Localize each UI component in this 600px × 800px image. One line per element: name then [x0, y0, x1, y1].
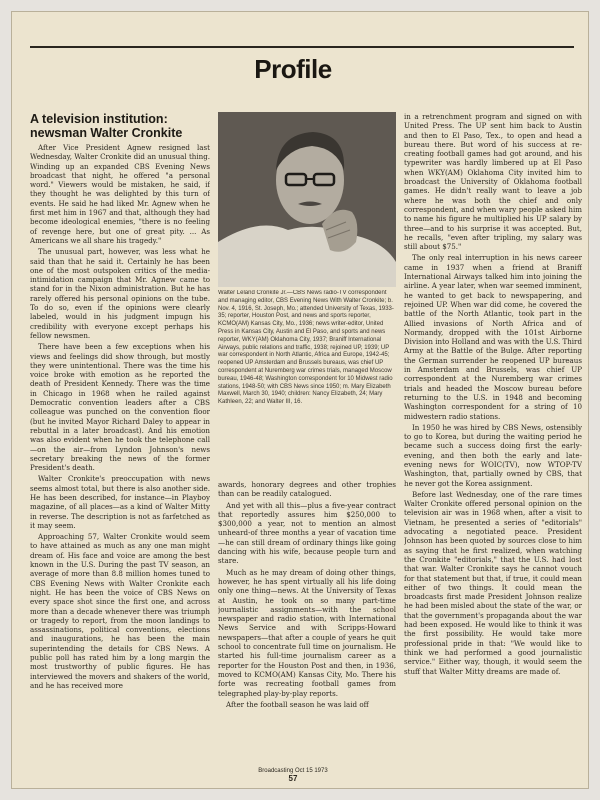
magazine-page [12, 12, 588, 788]
paragraph: After Vice President Agnew resigned last Wednesday, Walter Cronkite did an unusual thing. Winding up an expanded CBS Evening News broadcast that night, he offered "a personal word." Viewers would be mistaken, he said, if they thought he was delighted by this turn of events. He said he had liked Mr. Agnew when he first met him in 1967 and that, although they had become ideological enemies, "there is no feeling of revenge here, but one of great pity. ... As Americans we all share his tragedy." [30, 143, 210, 245]
article-column-1 [30, 143, 210, 783]
portrait-photo [218, 112, 396, 287]
paragraph: Walter Cronkite's preoccupation with news seems almost total, but there is also another side. He has been described, for instance—in Playboy magazine, of all places—as a kind of Walter Mitty in reverse. The description is not as farfetched as it may seem. [30, 474, 210, 530]
publication-line: Broadcasting Oct 15 1973 [258, 768, 328, 774]
paragraph: Much as he may dream of doing other things, however, he has spent virtually all his life doing only one thing—news. At the University of Texas at Austin, he took on so many part-time journalistic assignments—with the school newspaper and radio station, with International News Service and with Scripps-Howard newspapers—that after a couple of years he quit school to concentrate full time on journalism. He started his full-time journalism career as a reporter for the Houston Post and then, in 1936, moved to KCMO(AM) Kansas City, Mo. There his forte was recreating football games from telegraphed play-by-play reports. [218, 567, 396, 698]
paragraph: And yet with all this—plus a five-year contract that reportedly assures him $250,000 to $300,000 a year, not to mention an almost unheard-of three months a year of vacation time—he can still dream of ordinary things like going dancing with his wife, because people turn and stare. [218, 500, 396, 566]
page-footer [12, 768, 574, 782]
paragraph: Before last Wednesday, one of the rare times Walter Cronkite offered personal opinion on the television air was in 1968 when, after a visit to Vietnam, he presented a series of "editorials" advocating a negotiated peace. President Johnson has been quoted by sources close to him as saying that he first realized, when watching the Cronkite "editorials," that the U.S. had lost that war. Walter Cronkite says he cannot vouch for that statement but that, if true, it could mean either of two things. It could mean the broadcasts first made President Johnson realize he had been misled about the state of the war, or that the government's propaganda about the war had been exposed. He would like to think it was the first possibility. He would take more professional pride in that: "We would like to think we had performed a good journalistic service." Either way, though, it would seem the stuff that Walter Mitty dreams are made of. [404, 489, 582, 676]
article-column-2 [218, 480, 396, 786]
article-column-3 [404, 112, 582, 784]
article-headline: A television institution: newsman Walter Cronkite [30, 112, 183, 140]
cronkite-portrait-image [218, 112, 396, 287]
paragraph: After the football season he was laid off [226, 699, 369, 709]
paragraph: The unusual part, however, was less what he said than that he said it. Certainly he has been one of the most outspoken critics of the media-intimidation campaign that Mr. Agnew came to stand for in the Nixon administration. But he has rarely offered his personal opinions on the tube. To do so, even if the opinions were clearly labeled, would in his judgment impugn his credibility with everyone except perhaps his fellow newsmen. [30, 247, 210, 340]
paragraph: There have been a few exceptions when his views and feelings did show through, but mostly they were unintentional. There was the time his voice broke with emotion as he reported the death of President Kennedy. There was the time in Chicago in 1968 when he railed against Democratic convention leaders after a CBS colleague was punched on the convention floor (but he invited Mayor Richard Daley to appear in rebuttal in a later broadcast). And his emotion was also evident when he took the telephone call—on the air—from Lyndon Johnson's news secretary breaking the news of the former President's death. [30, 342, 210, 473]
paragraph: Approaching 57, Walter Cronkite would seem to have attained as much as any one man might dream of. His face and voice are among the best known in the U.S. During the past TV season, an average of more than 8.8 million homes tuned to CBS Evening News with Walter Cronkite each night. He has been the voice of CBS News on every space shot since the first one, and across more than a decade whenever there was triumph or tragedy to report, from the moon landings to assassinations, political conventions, elections and inaugurations, he has been the main superintending the details for CBS News. A public poll has rated him by a long margin the most trustworthy of public figures. He has interviewed the movers and shakers of the world, and he has received more [30, 532, 210, 690]
photo-caption: Walter Leland Cronkite Jr.—CBS News radio-TV correspondent and managing editor, CBS Evening News With Walter Cronkite; b. Nov. 4, 1916, St. Joseph, Mo.; attended University of Texas, 1933-35; reporter, Houston Post, and news and sports reporter, KCMO(AM) Kansas City, Mo., 1936; news writer-editor, United Press in Kansas City, Austin and El Paso, and sports and news reporter, WKY(AM) Oklahoma City, 1937; Braniff International Airways, public relations and traffic, 1938; rejoined UP, 1939; UP war correspondent in North Atlantic, Africa and Europe, 1942-45; reopened UP Amsterdam and Brussels bureaus, was chief UP correspondent at Nuremberg war crimes trials, managed Moscow bureau, 1946-48; Washington correspondent for 10 Midwest radio stations, 1948-50; with CBS News since 1950; m. Mary Elizabeth Maxwell, March 30, 1940; children: Nancy Elizabeth, 24; Mary Kathleen, 22; and Walter III, 16. [218, 290, 394, 406]
paragraph: in a retrenchment program and signed on with United Press. The UP sent him back to Austin and then to El Paso, Tex., to open and head a bureau there. But word of his success at re-creating football games had got around, and his typewriter was hardly limbered up at El Paso when WKY(AM) Oklahoma City invited him to broadcast the University of Oklahoma football games. He didn't really want to leave a job where he was both the chief and only correspondent, and when wary people asked him to name his figure he multiplied his UP salary by three—and to his surprise it was accepted. But, he recalls, "even after tripling, my salary was still about $75." [404, 112, 582, 252]
page-number: 57 [288, 774, 298, 783]
paragraph: The only real interruption in his news career came in 1937 when a friend at Braniff International Airways talked him into joining the airline. A year later, when war seemed imminent, he wanted to get back to newspapering, and rejoined UP. When war did come, he covered the battle of the North Atlantic, took part in the Allied invasions of North Africa and of Normandy, dropped with the 101st Airborne Division into Holland and was with the U.S. Third Army at the Battle of the Bulge. After reporting the German surrender he reopened UP bureaus in Amsterdam and Brussels, was chief UP correspondent at the Nuremberg war crimes trials and headed the Moscow bureau before returning to the U.S. in 1948 and becoming Washington correspondent for a string of 10 midwestern radio stations. [404, 253, 582, 421]
top-rule [30, 46, 574, 48]
paragraph: In 1950 he was hired by CBS News, ostensibly to go to Korea, but during the waiting period he became such a success doing first the early-evening, and then both the early and late-evening news for WOIC(TV), now WTOP-TV Washington, that, partially owned by CBS, that he never got the Korea assignment. [404, 422, 582, 488]
section-title: Profile [254, 54, 332, 84]
paragraph: awards, honorary degrees and other trophies than can be readily catalogued. [218, 480, 396, 499]
